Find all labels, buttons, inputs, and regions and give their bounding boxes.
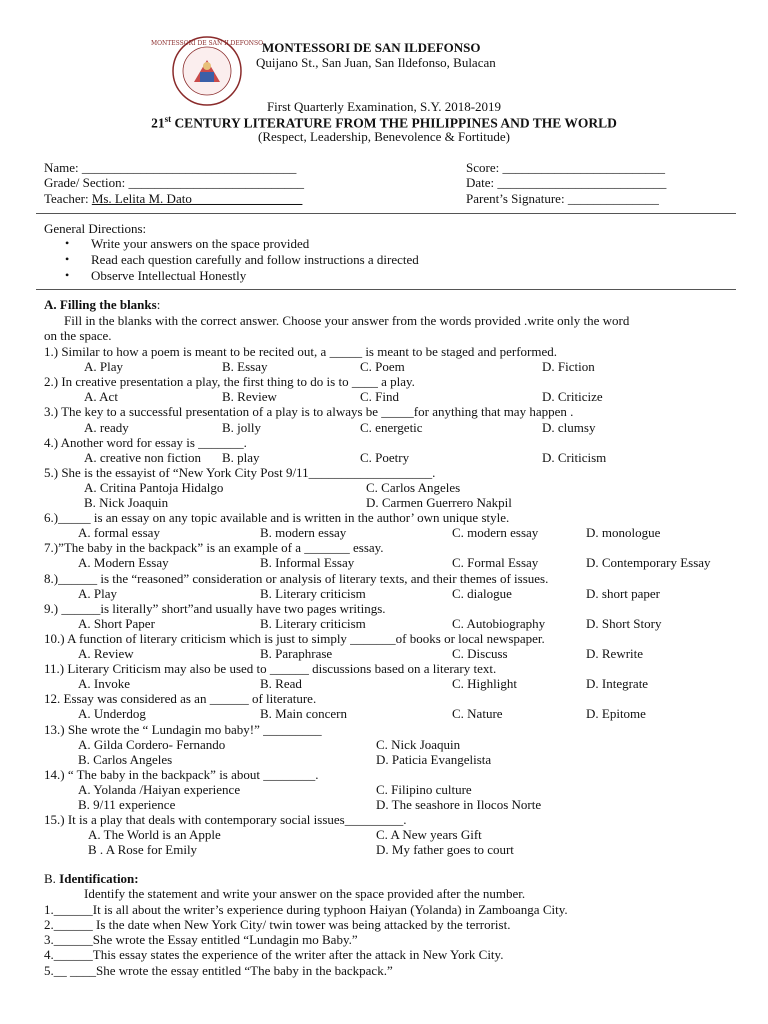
answer-option[interactable]: A. Invoke [78, 676, 130, 692]
answer-option[interactable]: B. Paraphrase [260, 646, 333, 661]
answer-option[interactable]: B. Review [222, 389, 277, 405]
question-text: 1.) Similar to how a poem is meant to be recited out, a _____ is meant to be staged and performed. [44, 344, 558, 359]
answer-option[interactable]: B. 9/11 experience [78, 797, 176, 812]
answer-option[interactable]: D. The seashore in Ilocos Norte [376, 797, 542, 812]
section-b-title: B. Identification: [44, 871, 139, 886]
answer-option[interactable]: C. Carlos Angeles [366, 479, 461, 495]
subject-title: 21st CENTURY LITERATURE FROM THE PHILIPPINES AND THE WORLD [151, 114, 617, 131]
identification-item[interactable]: 4.______This essay states the experience of the writer after the attack in New York City. [44, 947, 504, 962]
answer-option[interactable]: B. Main concern [260, 706, 348, 722]
section-a-instructions-cont: on the space. [44, 328, 112, 343]
answer-option[interactable]: A. Modern Essay [78, 555, 169, 571]
direction-item: • Observe Intellectual Honestly [91, 268, 246, 284]
question-text: 15.) It is a play that deals with contemporary social issues_________. [44, 812, 407, 828]
motto: (Respect, Leadership, Benevolence & Fortitude) [258, 129, 510, 144]
answer-option[interactable]: D. Integrate [586, 676, 649, 692]
answer-option[interactable]: B. jolly [222, 419, 262, 435]
answer-option[interactable]: B. play [222, 449, 260, 465]
answer-option[interactable]: C. Formal Essay [452, 555, 539, 571]
answer-option[interactable]: B. Informal Essay [260, 555, 355, 571]
svg-text:MONTESSORI DE SAN ILDEFONSO: MONTESSORI DE SAN ILDEFONSO [150, 40, 264, 47]
school-name: MONTESSORI DE SAN ILDEFONSO [262, 40, 481, 55]
identification-item[interactable]: 2.______ Is the date when New York City/ twin tower was being attacked by the terrorist. [44, 917, 511, 932]
answer-option[interactable]: C. Poem [360, 359, 405, 375]
question-text: 9.) ______is literally” short”and usually have two pages writings. [44, 600, 386, 616]
answer-option[interactable]: A. Act [84, 389, 118, 405]
question-text: 8.)______ is the “reasoned” consideration or analysis of literary texts, and their themes of issues. [44, 570, 549, 586]
answer-option[interactable]: C. A New years Gift [376, 827, 482, 843]
answer-option[interactable]: C. Discuss [452, 646, 508, 661]
answer-option[interactable]: B. Literary criticism [260, 615, 366, 631]
divider [36, 289, 736, 290]
answer-option[interactable]: A. Yolanda /Haiyan experience [78, 781, 241, 797]
answer-option[interactable]: B. modern essay [260, 525, 347, 541]
answer-option[interactable]: A. Gilda Cordero- Fernando [78, 736, 226, 752]
answer-option[interactable]: D. Rewrite [586, 646, 644, 661]
answer-option[interactable]: C. Nick Joaquin [376, 736, 461, 752]
answer-option[interactable]: A. Critina Pantoja Hidalgo [84, 479, 224, 495]
answer-option[interactable]: C. Nature [452, 706, 503, 722]
answer-option[interactable]: C. dialogue [452, 585, 512, 601]
answer-option[interactable]: C. Autobiography [452, 615, 546, 631]
answer-option[interactable]: A. The World is an Apple [88, 827, 221, 843]
question-text: 6.)_____ is an essay on any topic available and is written in the author’ own unique style. [44, 510, 510, 526]
answer-option[interactable]: D. Paticia Evangelista [376, 751, 492, 767]
directions-title: General Directions: [44, 221, 147, 236]
question-text: 7.)”The baby in the backpack” is an example of a _______ essay. [44, 540, 384, 556]
answer-option[interactable]: B. Read [260, 676, 302, 692]
direction-item: • Read each question carefully and follow instructions a directed [91, 252, 419, 268]
answer-option[interactable]: C. energetic [360, 419, 423, 435]
answer-option[interactable]: D. Carmen Guerrero Nakpil [366, 495, 512, 510]
answer-option[interactable]: A. Review [78, 646, 134, 661]
answer-option[interactable]: D. Fiction [542, 359, 595, 375]
answer-option[interactable]: A. Short Paper [78, 615, 155, 631]
answer-option[interactable]: D. short paper [586, 585, 661, 601]
answer-option[interactable]: D. monologue [586, 525, 661, 541]
answer-option[interactable]: A. Play [84, 359, 123, 375]
answer-option[interactable]: B . A Rose for Emily [88, 842, 198, 858]
answer-option[interactable]: C. Filipino culture [376, 781, 472, 797]
answer-option[interactable]: A. creative non fiction [84, 449, 201, 465]
answer-option[interactable]: D. My father goes to court [376, 842, 514, 858]
question-text: 2.) In creative presentation a play, the first thing to do is to ____ a play. [44, 374, 415, 390]
answer-option[interactable]: D. Criticism [542, 449, 607, 465]
date-field[interactable]: Date: __________________________ [466, 175, 667, 190]
answer-option[interactable]: D. Criticize [542, 389, 603, 405]
answer-option[interactable]: B. Carlos Angeles [78, 751, 173, 767]
answer-option[interactable]: A. Play [78, 585, 117, 601]
teacher-field: Teacher: Ms. Lelita M. Dato_________________ [44, 191, 303, 206]
answer-option[interactable]: C. Find [360, 389, 400, 405]
exam-title: First Quarterly Examination, S.Y. 2018-2019 [266, 99, 502, 114]
answer-option[interactable]: C. Highlight [452, 676, 518, 692]
answer-option[interactable]: C. Poetry [360, 449, 410, 465]
question-text: 13.) She wrote the “ Lundagin mo baby!” _________ [44, 721, 322, 737]
score-field[interactable]: Score: _________________________ [466, 160, 665, 175]
grade-section-field[interactable]: Grade/ Section: ___________________________ [44, 175, 304, 190]
answer-option[interactable]: B. Essay [222, 359, 268, 375]
answer-option[interactable]: B. Literary criticism [260, 585, 366, 601]
identification-item[interactable]: 3.______She wrote the Essay entitled “Lundagin mo Baby.” [44, 932, 358, 947]
answer-option[interactable]: D. Short Story [586, 615, 662, 631]
answer-option[interactable]: B. Nick Joaquin [84, 495, 169, 510]
parent-signature-field[interactable]: Parent’s Signature: ______________ [466, 191, 659, 206]
question-text: 10.) A function of literary criticism which is just to simply _______of books or local newspaper. [44, 630, 545, 646]
question-text: 12. Essay was considered as an ______ of literature. [44, 691, 317, 707]
identification-item[interactable]: 5.__ ____She wrote the essay entitled “The baby in the backpack.” [44, 963, 393, 978]
question-text: 14.) “ The baby in the backpack” is about ________. [44, 766, 319, 782]
answer-option[interactable]: A. Underdog [78, 706, 146, 722]
answer-option[interactable]: A. formal essay [78, 525, 160, 541]
school-address: Quijano St., San Juan, San Ildefonso, Bulacan [256, 55, 496, 70]
question-text: 4.) Another word for essay is _______. [44, 434, 247, 450]
answer-option[interactable]: D. clumsy [542, 419, 596, 435]
question-text: 11.) Literary Criticism may also be used to ______ discussions based on a literary text. [44, 661, 497, 677]
section-a-instructions: Fill in the blanks with the correct answer. Choose your answer from the words provided .write only the word [64, 313, 630, 328]
answer-option[interactable]: D. Epitome [586, 706, 646, 722]
question-text: 5.) She is the essayist of “New York City Post 9/11___________________. [44, 464, 436, 480]
answer-option[interactable]: A. ready [84, 419, 129, 435]
school-seal-logo [150, 36, 264, 106]
answer-option[interactable]: C. modern essay [452, 525, 539, 541]
identification-item[interactable]: 1.______It is all about the writer’s experience during typhoon Haiyan (Yolanda) in Zamboanga City. [44, 902, 568, 917]
question-text: 3.) The key to a successful presentation of a play is to always be _____for anything that may happen . [44, 404, 574, 420]
answer-option[interactable]: D. Contemporary Essay [586, 555, 711, 571]
section-a-title: A. Filling the blanks: [44, 297, 161, 312]
direction-item: • Write your answers on the space provided [91, 236, 309, 252]
divider [36, 213, 736, 214]
name-field[interactable]: Name: _________________________________ [44, 160, 297, 175]
section-b-instructions: Identify the statement and write your answer on the space provided after the number. [84, 886, 526, 901]
